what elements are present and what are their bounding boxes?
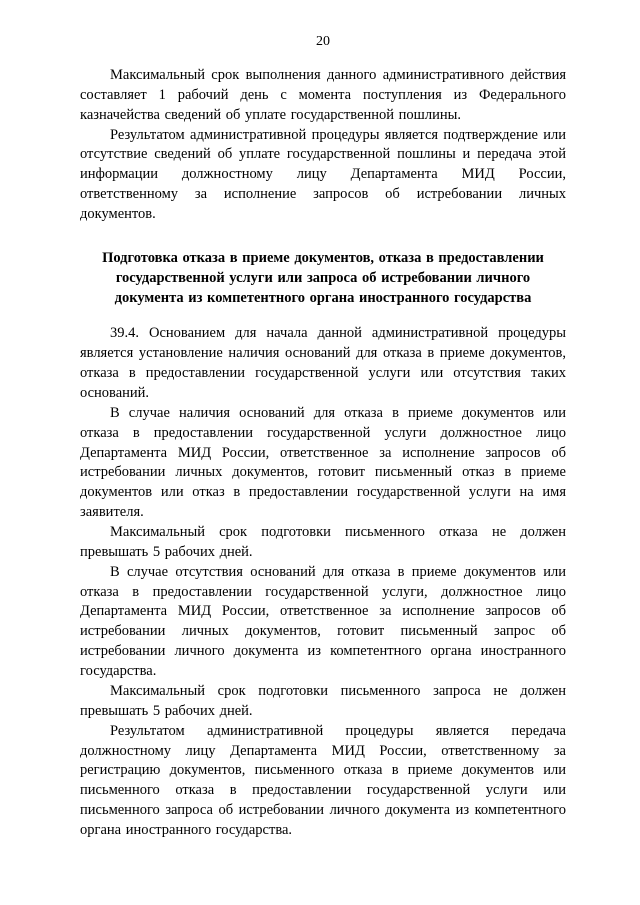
paragraph: Максимальный срок подготовки письменного отказа не должен превышать 5 рабочих дней. [80, 524, 566, 560]
paragraph: Результатом административной процедуры является передача должностному лицу Департамента МИД России, ответственному за регистрацию документов, письменного отказа в приеме документов или письменного отказа в предоставлении государственной услуги или письменного запроса об истребовании личного документа из компетентного органа иностранного государства. [80, 722, 566, 838]
paragraph: Максимальный срок подготовки письменного запроса не должен превышать 5 рабочих дней. [80, 682, 566, 719]
paragraph: 39.4. Основанием для начала данной административной процедуры является установление наличия оснований для отказа в приеме документов, отказа в предоставлении государственной услуги или отсутствия таких оснований. [80, 325, 566, 402]
page-number: 20 [316, 34, 330, 49]
section-heading: Подготовка отказа в приеме документов, отказа в предоставлении государственной услуги или запроса об истребовании личного документа из компетентного органа иностранного государства [102, 249, 544, 306]
paragraph: В случае отсутствия оснований для отказа в приеме документов или отказа в предоставлении государственной услуги, должностное лицо Департамента МИД России, ответственное за исполнение запросов об истребовании личных документов, готовит письменный запрос об истребовании личного документа из компетентного органа иностранного государства. [80, 563, 566, 680]
paragraph: В случае наличия оснований для отказа в приеме документов или отказа в предоставлении государственной услуги должностное лицо Департамента МИД России, ответственное за исполнение запросов об истребовании личных документов, готовит письменный отказ в приеме документов или отказ в предоставлении государственной услуги на имя заявителя. [80, 404, 566, 521]
paragraph: Результатом административной процедуры является подтверждение или отсутствие сведений об уплате государственной пошлины и передача этой информации должностному лицу Департамента МИД России, ответственному за исполнение запросов об истребовании личных документов. [80, 126, 566, 223]
paragraph: Максимальный срок выполнения данного административного действия составляет 1 рабочий день с момента поступления из Федерального казначейства сведений об уплате государственной пошлины. [80, 67, 566, 123]
